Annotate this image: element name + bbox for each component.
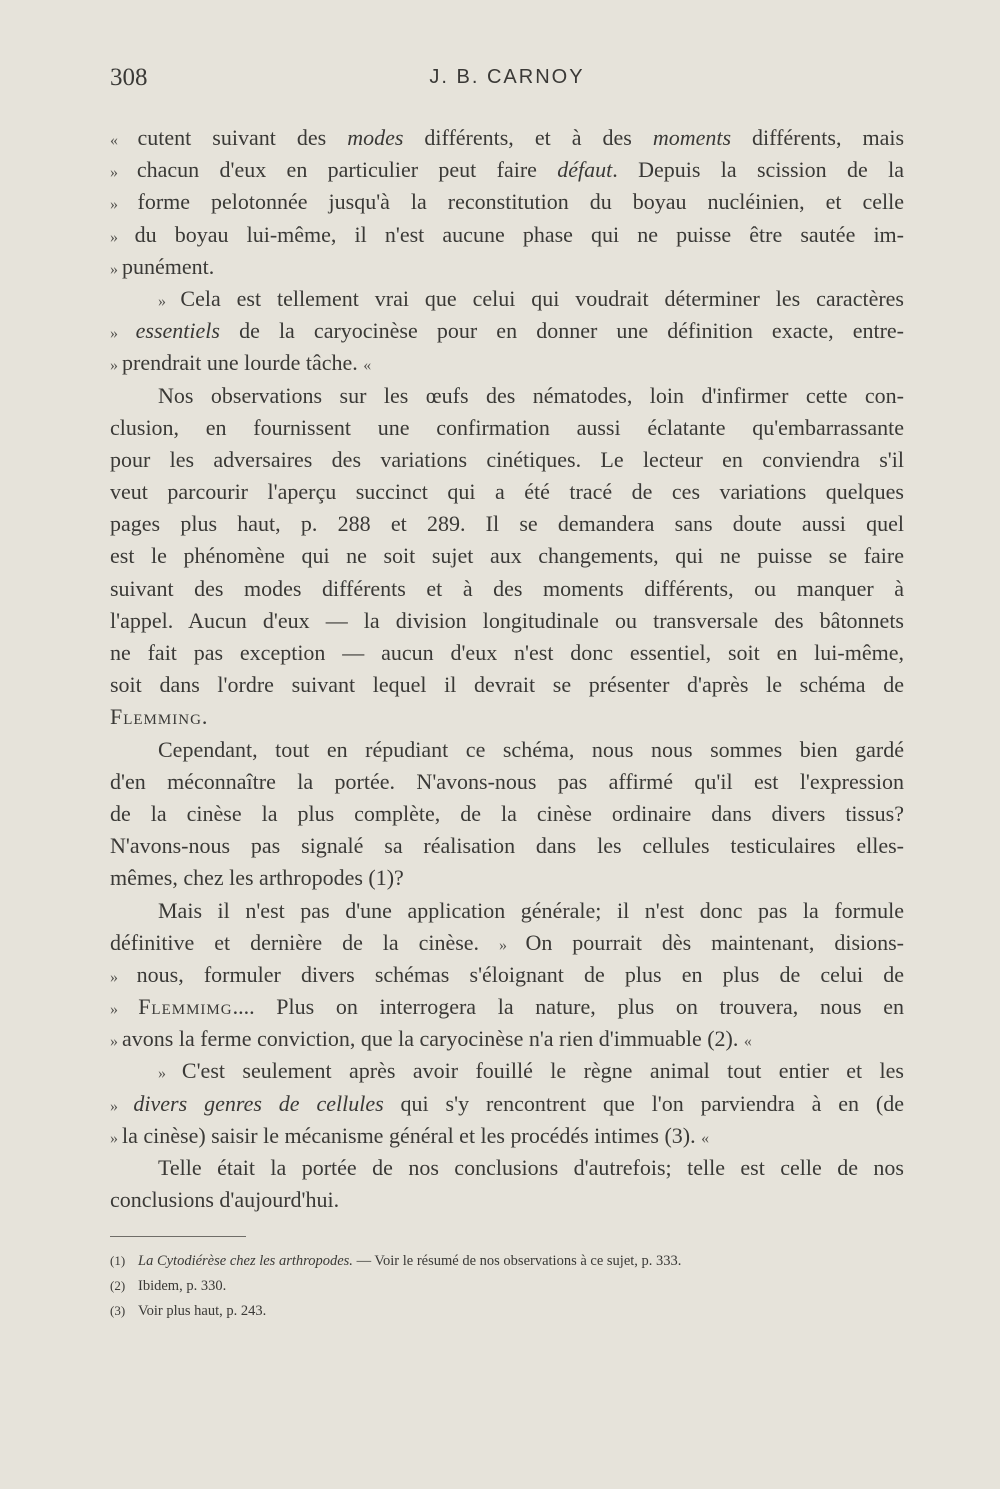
quote-mark: »: [110, 260, 122, 278]
quote-mark: »: [110, 196, 138, 214]
text-line: [110, 830, 904, 862]
text-line: [110, 766, 904, 798]
quote-mark: »: [110, 1097, 134, 1115]
text-segment: — Voir le résumé de nos observations à ce sujet, p. 333.: [352, 1253, 682, 1269]
text-segment: de la cinèse la plus complète, de la cinèse ordinaire dans divers tissus?: [110, 800, 904, 826]
italic-text: moments: [652, 125, 732, 150]
text-segment: clusion, en fournissent une confirmation aussi éclatante qu'embarrassante: [110, 414, 904, 440]
text-segment: Cependant, tout en répudiant ce schéma, nous nous sommes bien gardé: [158, 736, 904, 762]
text-line: [110, 734, 904, 766]
quote-mark: «: [110, 132, 138, 149]
text-segment: soit dans l'ordre suivant lequel il devrait se présenter d'après le schéma de: [110, 672, 904, 698]
text-segment: Voir plus haut, p. 243.: [138, 1303, 267, 1319]
italic-text: modes: [347, 125, 404, 150]
footnote: [110, 1298, 910, 1323]
text-line: [110, 154, 904, 186]
text-line: [110, 347, 904, 379]
text-segment: veut parcourir l'aperçu succinct qui a été tracé de ces variations quelques: [110, 479, 904, 505]
text-line: [110, 798, 904, 830]
text-line: [110, 1023, 904, 1055]
text-line: [110, 186, 904, 218]
quote-mark: »: [158, 292, 181, 310]
paragraph: [110, 1055, 904, 1152]
text-segment: On pourrait dès maintenant, disions-: [525, 929, 905, 955]
quote-mark: »: [110, 1001, 139, 1019]
small-caps-name: Flemming: [110, 704, 202, 730]
text-segment: est le phénomène qui ne soit sujet aux changements, qui ne puisse se faire: [110, 543, 904, 569]
text-segment: différents, et à des: [403, 125, 653, 150]
text-line: [110, 1152, 904, 1184]
text-segment: Nos observations sur les œufs des nématodes, loin d'infirmer cette con-: [158, 382, 904, 408]
italic-text: défaut: [557, 157, 613, 183]
text-segment: qui s'y rencontrent que l'on parviendra à en (de: [383, 1090, 905, 1116]
text-line: [110, 412, 904, 444]
text-segment: Ibidem, p. 330.: [138, 1278, 227, 1294]
paragraph: [110, 1152, 904, 1216]
text-line: [110, 1055, 904, 1087]
footnote-mark: (2): [110, 1278, 126, 1293]
text-segment: punément.: [122, 253, 215, 279]
text-line: [110, 701, 904, 733]
text-segment: ne fait pas exception — aucun d'eux n'est donc essentiel, soit en lui-même,: [110, 640, 904, 665]
text-line: [110, 380, 904, 412]
text-segment: la cinèse) saisir le mécanisme général et les procédés intimes (3).: [122, 1122, 702, 1148]
text-line: [110, 219, 904, 251]
page-header: [110, 64, 904, 96]
text-line: [110, 508, 904, 540]
quote-mark: »: [110, 228, 135, 246]
text-line: [110, 1088, 904, 1120]
text-line: [110, 637, 904, 669]
text-line: [110, 895, 904, 927]
quote-mark: «: [743, 1033, 752, 1051]
text-segment: Telle était la portée de nos conclusions d'autrefois; telle est celle de nos: [158, 1155, 904, 1180]
text-line: [110, 444, 904, 476]
running-title: J. B. CARNOY: [429, 66, 585, 88]
quote-mark: »: [499, 936, 526, 954]
text-line: [110, 122, 904, 154]
text-line: [110, 476, 904, 508]
text-line: [110, 991, 904, 1023]
paragraph: [110, 734, 904, 895]
footnote: [110, 1273, 910, 1298]
italic-text: divers genres de cellules: [133, 1090, 384, 1116]
text-line: [110, 315, 904, 347]
body-text: [110, 122, 904, 1216]
text-segment: Cela est tellement vrai que celui qui voudrait déterminer les caractères: [180, 285, 904, 311]
text-segment: l'appel. Aucun d'eux — la division longitudinale ou transversale des bâtonnets: [110, 607, 904, 633]
text-segment: pages plus haut, p. 288 et 289. Il se demandera sans doute aussi quel: [110, 511, 904, 537]
text-line: [110, 573, 904, 605]
text-segment: définitive et dernière de la cinèse.: [110, 929, 500, 955]
text-line: [110, 862, 904, 894]
text-segment: cutent suivant des: [137, 125, 348, 150]
text-line: [110, 605, 904, 637]
paragraph: [110, 380, 904, 734]
text-line: [110, 251, 904, 283]
text-segment: N'avons-nous pas signalé sa réalisation dans les cellules testiculaires elles-: [110, 833, 904, 859]
footnote-mark: (1): [110, 1253, 126, 1268]
italic-text: essentiels: [135, 318, 220, 344]
text-segment: prendrait une lourde tâche.: [122, 350, 364, 376]
footnote: [110, 1248, 910, 1273]
quote-mark: »: [158, 1065, 182, 1083]
text-segment: Mais il n'est pas d'une application générale; il n'est donc pas la formule: [158, 897, 904, 923]
text-line: [110, 959, 904, 991]
text-segment: forme pelotonnée jusqu'à la reconstitution du boyau nucléinien, et celle: [137, 189, 904, 215]
text-segment: mêmes, chez les arthropodes (1)?: [110, 865, 404, 891]
small-caps-name: Flemmimg: [138, 994, 233, 1020]
text-segment: chacun d'eux en particulier peut faire: [136, 157, 558, 183]
text-segment: .: [201, 704, 208, 730]
text-line: [110, 669, 904, 701]
paragraph: [110, 283, 904, 380]
text-segment: suivant des modes différents et à des moments différents, ou manquer à: [110, 575, 904, 601]
quote-mark: «: [363, 357, 372, 375]
text-line: [110, 283, 904, 315]
text-segment: avons la ferme conviction, que la caryocinèse n'a rien d'immuable (2).: [122, 1026, 744, 1052]
footnote-rule: [110, 1236, 246, 1237]
text-segment: du boyau lui-même, il n'est aucune phase qui ne puisse être sautée im-: [134, 221, 904, 247]
quote-mark: »: [110, 325, 136, 343]
paragraph: [110, 895, 904, 1056]
quote-mark: »: [110, 968, 137, 986]
text-segment: conclusions d'aujourd'hui.: [110, 1187, 340, 1213]
text-segment: d'en méconnaître la portée. N'avons-nous pas affirmé qu'il est l'expression: [110, 768, 904, 794]
italic-text: La Cytodiérèse chez les arthropodes.: [138, 1253, 353, 1269]
quote-mark: »: [110, 1033, 122, 1051]
text-segment: différents, mais: [731, 125, 905, 150]
quote-mark: «: [701, 1129, 710, 1147]
text-segment: de la caryocinèse pour en donner une définition exacte, entre-: [219, 318, 905, 344]
quote-mark: »: [110, 1129, 122, 1147]
text-line: [110, 1184, 904, 1216]
paragraph: [110, 122, 904, 283]
quote-mark: »: [110, 164, 137, 182]
footnote-mark: (3): [110, 1303, 126, 1318]
text-segment: C'est seulement après avoir fouillé le règne animal tout entier et les: [181, 1058, 904, 1084]
text-segment: .... Plus on interrogera la nature, plus on trouvera, nous en: [232, 994, 904, 1020]
quote-mark: »: [110, 357, 122, 375]
text-line: [110, 927, 904, 959]
footnotes: [110, 1248, 910, 1323]
text-segment: nous, formuler divers schémas s'éloignant de plus en plus de celui de: [136, 961, 905, 987]
page-number: 308: [110, 64, 148, 91]
text-line: [110, 540, 904, 572]
text-segment: . Depuis la scission de la: [612, 157, 904, 183]
text-segment: pour les adversaires des variations cinétiques. Le lecteur en conviendra s'il: [110, 446, 904, 472]
text-line: [110, 1120, 904, 1152]
